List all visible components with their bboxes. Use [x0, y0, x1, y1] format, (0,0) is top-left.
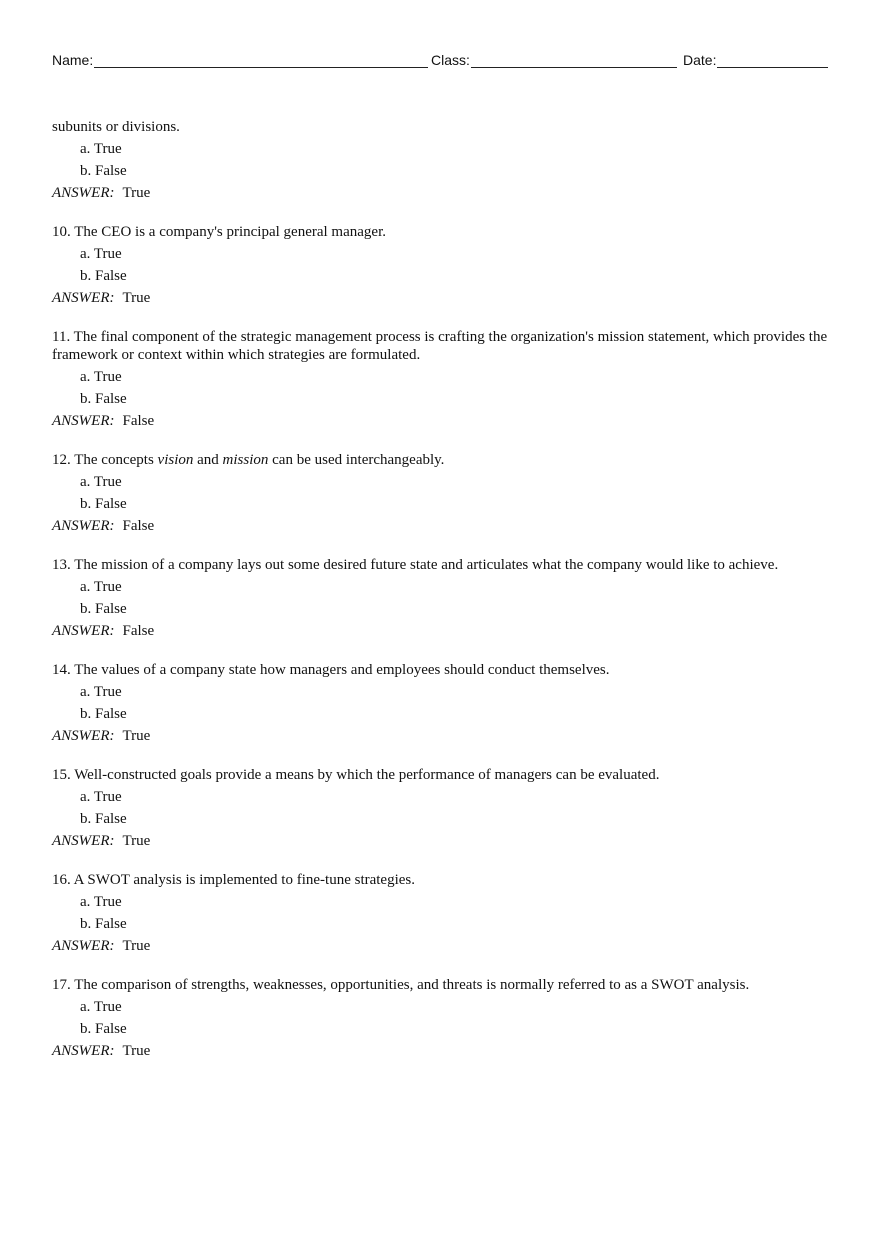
question-item — [52, 451, 842, 535]
option-a: a. True — [80, 894, 122, 910]
option-a: a. True — [80, 141, 122, 157]
answer-line — [52, 289, 842, 307]
stem-emphasis-mission: mission — [222, 452, 269, 468]
question-item — [52, 871, 842, 955]
option-b: b. False — [80, 268, 127, 284]
answer-label: ANSWER: — [52, 1043, 115, 1059]
option-b: b. False — [80, 391, 127, 407]
name-field — [52, 52, 428, 68]
option-a: a. True — [80, 579, 122, 595]
answer-line — [52, 1042, 842, 1060]
option-a: a. True — [80, 246, 122, 262]
question-stem: 13. The mission of a company lays out some desired future state and articulates what the company would like to achieve. — [52, 557, 779, 573]
option-b: b. False — [80, 811, 127, 827]
option-b: b. False — [80, 496, 127, 512]
answer-label: ANSWER: — [52, 728, 115, 744]
question-item — [52, 328, 842, 430]
question-item — [52, 766, 842, 850]
answer-label: ANSWER: — [52, 623, 115, 639]
answer-label: ANSWER: — [52, 518, 115, 534]
question-item — [52, 118, 842, 202]
page-header — [52, 52, 830, 72]
date-blank-line[interactable] — [717, 53, 828, 68]
option-a: a. True — [80, 474, 122, 490]
answer-label: ANSWER: — [52, 185, 115, 201]
answer-value: True — [122, 1043, 151, 1059]
question-stem: 15. Well-constructed goals provide a means by which the performance of managers can be evaluated. — [52, 767, 660, 783]
date-field — [683, 52, 828, 68]
answer-value: True — [122, 833, 151, 849]
answer-line — [52, 412, 842, 430]
answer-line — [52, 832, 842, 850]
answer-value: True — [122, 728, 151, 744]
class-blank-line[interactable] — [471, 53, 677, 68]
answer-label: ANSWER: — [52, 938, 115, 954]
option-b: b. False — [80, 1021, 127, 1037]
question-stem: subunits or divisions. — [52, 119, 180, 135]
answer-value: False — [122, 623, 155, 639]
answer-value: True — [122, 938, 151, 954]
question-list — [52, 118, 842, 1081]
question-item — [52, 223, 842, 307]
option-a: a. True — [80, 789, 122, 805]
name-label: Name: — [52, 52, 94, 68]
answer-value: True — [122, 185, 151, 201]
option-b: b. False — [80, 706, 127, 722]
stem-emphasis-vision: vision — [157, 452, 194, 468]
answer-line — [52, 937, 842, 955]
answer-value: True — [122, 290, 151, 306]
option-b: b. False — [80, 916, 127, 932]
option-a: a. True — [80, 369, 122, 385]
stem-text: can be used interchangeably. — [268, 452, 445, 468]
question-item — [52, 661, 842, 745]
question-stem: 11. The final component of the strategic management process is crafting the organization's mission statement, which provides the framework or context within which strategies are formulated. — [52, 329, 828, 363]
answer-value: False — [122, 518, 155, 534]
stem-text: 12. The concepts — [52, 452, 158, 468]
answer-value: False — [122, 413, 155, 429]
answer-line — [52, 727, 842, 745]
class-field — [431, 52, 677, 68]
answer-line — [52, 184, 842, 202]
question-stem: 16. A SWOT analysis is implemented to fine-tune strategies. — [52, 872, 415, 888]
option-b: b. False — [80, 163, 127, 179]
question-item — [52, 556, 842, 640]
answer-label: ANSWER: — [52, 290, 115, 306]
question-stem: 17. The comparison of strengths, weaknesses, opportunities, and threats is normally referred to as a SWOT analysis. — [52, 977, 750, 993]
answer-line — [52, 622, 842, 640]
question-stem — [52, 451, 842, 469]
question-item — [52, 976, 842, 1060]
option-a: a. True — [80, 684, 122, 700]
class-label: Class: — [431, 52, 470, 68]
question-stem: 10. The CEO is a company's principal general manager. — [52, 224, 386, 240]
date-label: Date: — [683, 52, 717, 68]
option-b: b. False — [80, 601, 127, 617]
answer-line — [52, 517, 842, 535]
option-a: a. True — [80, 999, 122, 1015]
name-blank-line[interactable] — [94, 53, 428, 68]
question-stem: 14. The values of a company state how managers and employees should conduct themselves. — [52, 662, 610, 678]
answer-label: ANSWER: — [52, 833, 115, 849]
answer-label: ANSWER: — [52, 413, 115, 429]
stem-text: and — [193, 452, 223, 468]
